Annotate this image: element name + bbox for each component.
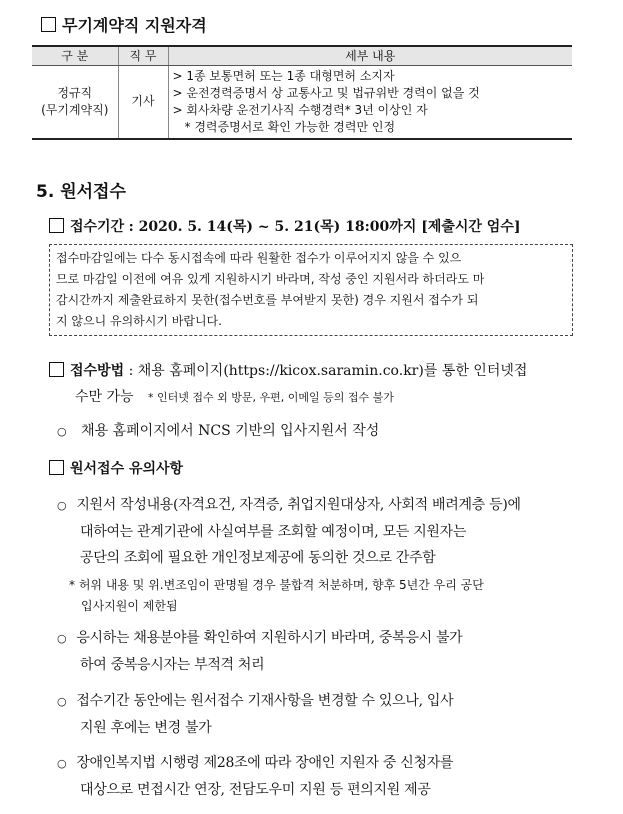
method-line-2: 수만 가능 * 인터넷 접수 외 방문, 우편, 이메일 등의 접수 불가 xyxy=(75,389,394,405)
header-category: 구 분 xyxy=(32,46,118,65)
section-title: 5. 원서접수 xyxy=(36,182,126,202)
caution-item-4: ○ 장애인복지법 시행령 제28조에 따라 장애인 지원자 중 신청자를 대상으로 면접시간 연장, 전담도우미 지원 등 편의지원 제공 xyxy=(57,755,454,798)
method-label: 접수방법 xyxy=(70,363,125,379)
period-label: 접수기간 xyxy=(70,219,125,235)
table-header-row xyxy=(32,46,572,65)
period-value: : 2020. 5. 14(목) ~ 5. 21(목) 18:00까지 [제출시간 엄수] xyxy=(128,219,521,235)
method-bullet: ○ 채용 홈페이지에서 NCS 기반의 입사지원서 작성 xyxy=(57,423,380,439)
detail-line: > 운전경력증명서 상 교통사고 및 법규위반 경력이 없을 것 xyxy=(172,85,480,100)
checkbox-square-icon xyxy=(49,218,64,233)
notice-line: 접수마감일에는 다수 동시접속에 따라 원활한 접수가 이루어지지 않을 수 있으 xyxy=(56,251,462,265)
method-note: * 인터넷 접수 외 방문, 우편, 이메일 등의 접수 불가 xyxy=(148,391,394,404)
period-line xyxy=(49,216,520,236)
job-cell: 기사 xyxy=(118,65,168,139)
checkbox-square-icon xyxy=(49,362,64,377)
circle-bullet-icon: ○ xyxy=(57,757,67,770)
table-row xyxy=(32,65,572,139)
circle-bullet-icon: ○ xyxy=(57,632,67,645)
notice-line: 감시간까지 제출완료하지 못한(접수번호를 부여받지 못한) 경우 지원서 접수가 되 xyxy=(56,293,479,307)
circle-bullet-icon: ○ xyxy=(57,695,67,708)
checkbox-square-icon xyxy=(41,17,56,32)
header-details: 세부 내용 xyxy=(168,46,572,65)
method-line xyxy=(49,360,527,380)
notice-box xyxy=(49,244,573,336)
header-job: 직 무 xyxy=(118,46,168,65)
caution-item-1-note: * 허위 내용 및 위.변조임이 판명될 경우 불합격 처분하며, 향후 5년간 우리 공단 입사지원이 제한됨 xyxy=(69,578,484,613)
details-cell xyxy=(168,65,572,139)
circle-bullet-icon: ○ xyxy=(57,499,67,512)
qualification-table xyxy=(32,45,572,140)
notice-line: 지 않으니 유의하시기 바랍니다. xyxy=(56,314,222,328)
detail-line: > 회사차량 운전기사직 수행경력* 3년 이상인 자 xyxy=(172,102,428,117)
category-cell: 정규직 (무기계약직) xyxy=(32,65,118,139)
cautions-heading: 원서접수 유의사항 xyxy=(49,458,183,478)
qualification-heading: 무기계약직 지원자격 xyxy=(41,13,207,36)
checkbox-square-icon xyxy=(49,460,64,475)
caution-item-2: ○ 응시하는 채용분야를 확인하여 지원하시기 바라며, 중복응시 불가 하여 중복응시자는 부적격 처리 xyxy=(57,630,463,673)
detail-note: * 경력증명서로 확인 가능한 경력만 인정 xyxy=(184,119,396,134)
caution-item-3: ○ 접수기간 동안에는 원서접수 기재사항을 변경할 수 있으나, 입사 지원 후에는 변경 불가 xyxy=(57,693,454,736)
notice-line: 므로 마감일 이전에 여유 있게 지원하시기 바라며, 작성 중인 지원서라 하더라도 마 xyxy=(56,272,485,286)
caution-item-1: ○ 지원서 작성내용(자격요건, 자격증, 취업지원대상자, 사회적 배려계층 등)에 대하여는 관계기관에 사실여부를 조회할 예정이며, 모든 지원자는 공단의 조회에 필요한 개인정보제공에 동의한 것으로 간주함 xyxy=(57,497,521,566)
circle-bullet-icon: ○ xyxy=(57,425,67,438)
method-text: : 채용 홈페이지(https://kicox.saramin.co.kr)를 통한 인터넷접 xyxy=(128,363,528,379)
detail-line: > 1종 보통면허 또는 1종 대형면허 소지자 xyxy=(172,68,395,83)
